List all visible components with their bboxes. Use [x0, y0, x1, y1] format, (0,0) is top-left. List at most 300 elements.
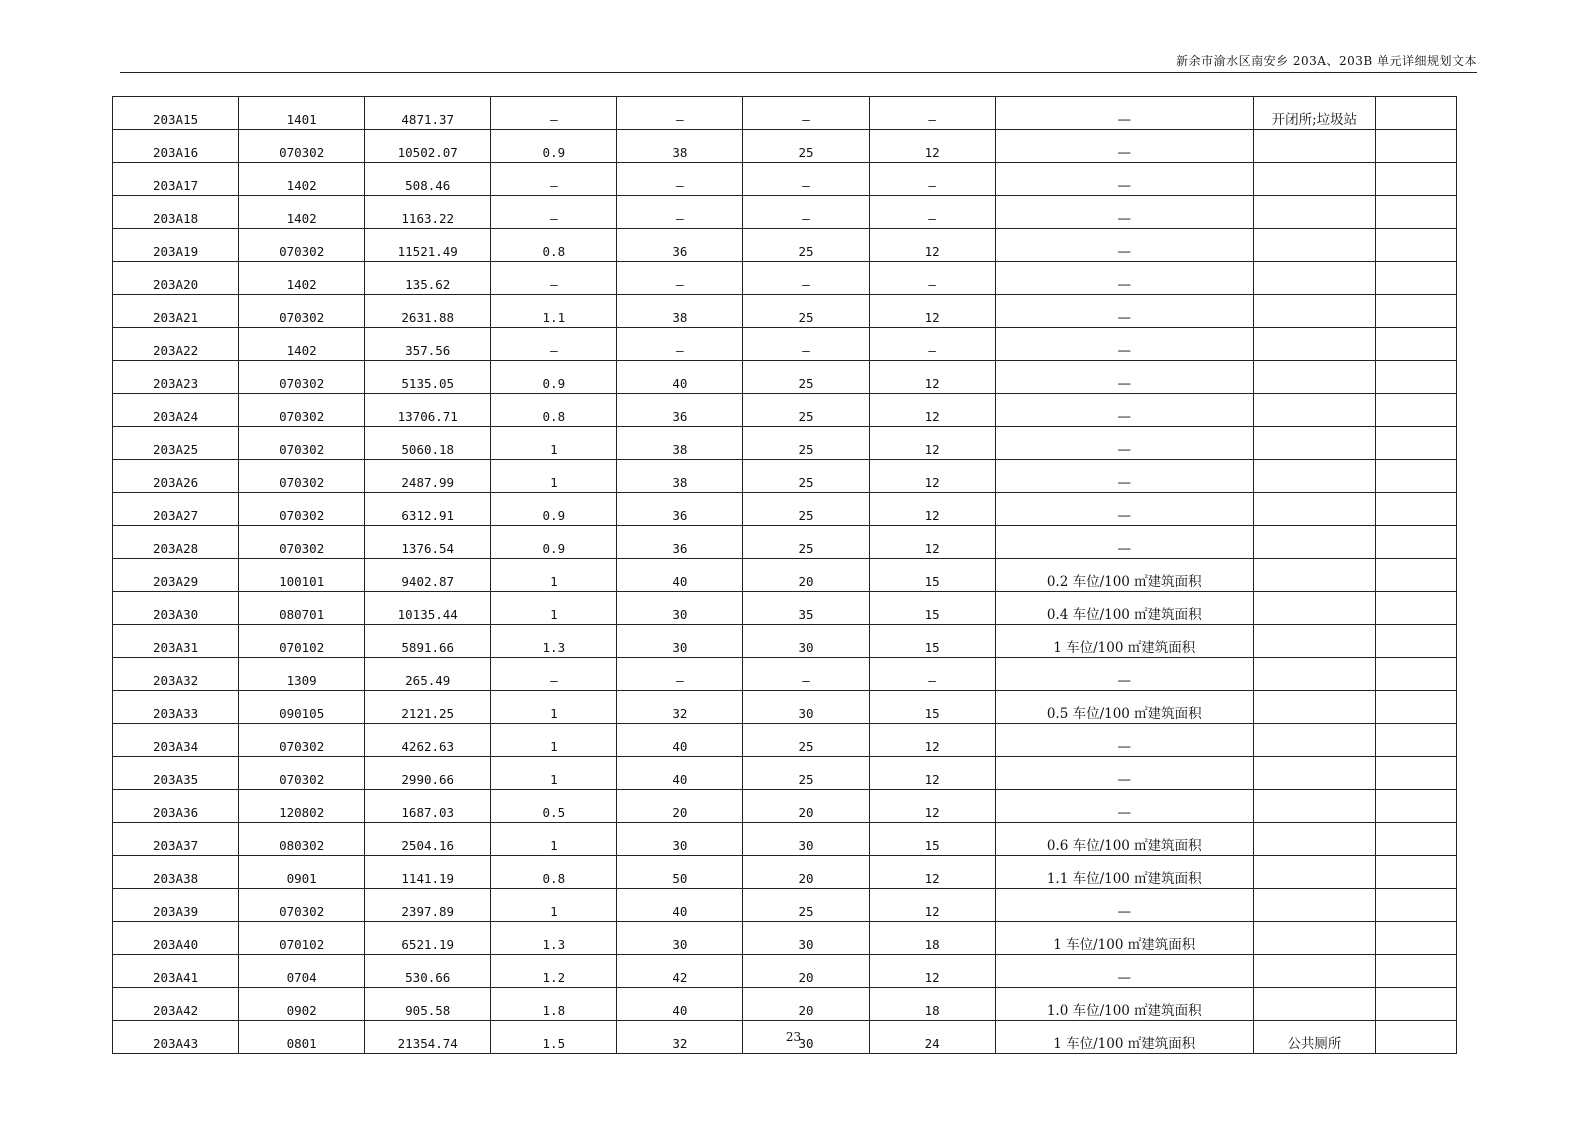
- cell-parking: 0.6 车位/100 ㎡建筑面积: [995, 823, 1253, 856]
- cell-density: 40: [617, 724, 743, 757]
- cell-notes: [1375, 559, 1456, 592]
- cell-area: 6521.19: [365, 922, 491, 955]
- cell-far: 1: [491, 592, 617, 625]
- page-number: 23: [785, 1030, 802, 1044]
- cell-facilities: [1253, 823, 1375, 856]
- cell-facilities: [1253, 658, 1375, 691]
- cell-density: 38: [617, 130, 743, 163]
- cell-far: —: [491, 262, 617, 295]
- cell-land-use-code: 1402: [239, 262, 365, 295]
- cell-green-ratio: —: [869, 658, 995, 691]
- cell-height: 25: [743, 427, 869, 460]
- cell-plot-id: 203A16: [113, 130, 239, 163]
- cell-plot-id: 203A23: [113, 361, 239, 394]
- table-row: [113, 823, 1457, 856]
- cell-parking: —: [995, 328, 1253, 361]
- cell-far: 1.8: [491, 988, 617, 1021]
- cell-facilities: 开闭所;垃圾站: [1253, 97, 1375, 130]
- cell-parking: —: [995, 97, 1253, 130]
- cell-height: 25: [743, 130, 869, 163]
- cell-plot-id: 203A38: [113, 856, 239, 889]
- cell-density: 30: [617, 592, 743, 625]
- cell-height: 30: [743, 625, 869, 658]
- cell-density: 40: [617, 889, 743, 922]
- cell-land-use-code: 070302: [239, 889, 365, 922]
- cell-height: 25: [743, 889, 869, 922]
- cell-green-ratio: 15: [869, 559, 995, 592]
- cell-green-ratio: 12: [869, 724, 995, 757]
- cell-green-ratio: 12: [869, 130, 995, 163]
- cell-parking: 1 车位/100 ㎡建筑面积: [995, 1021, 1253, 1054]
- cell-height: 35: [743, 592, 869, 625]
- cell-height: 25: [743, 394, 869, 427]
- cell-far: 1.2: [491, 955, 617, 988]
- cell-notes: [1375, 922, 1456, 955]
- cell-far: 1.3: [491, 625, 617, 658]
- cell-green-ratio: 12: [869, 493, 995, 526]
- cell-green-ratio: 12: [869, 295, 995, 328]
- cell-height: —: [743, 196, 869, 229]
- cell-facilities: [1253, 361, 1375, 394]
- cell-far: —: [491, 196, 617, 229]
- cell-notes: [1375, 361, 1456, 394]
- cell-area: 357.56: [365, 328, 491, 361]
- cell-height: 30: [743, 1021, 869, 1054]
- cell-area: 5891.66: [365, 625, 491, 658]
- cell-density: 30: [617, 625, 743, 658]
- cell-facilities: [1253, 559, 1375, 592]
- cell-height: 25: [743, 526, 869, 559]
- cell-area: 905.58: [365, 988, 491, 1021]
- cell-parking: —: [995, 295, 1253, 328]
- cell-facilities: [1253, 262, 1375, 295]
- cell-parking: 0.2 车位/100 ㎡建筑面积: [995, 559, 1253, 592]
- cell-facilities: [1253, 295, 1375, 328]
- cell-plot-id: 203A29: [113, 559, 239, 592]
- cell-far: 1.1: [491, 295, 617, 328]
- cell-land-use-code: 0901: [239, 856, 365, 889]
- cell-parking: 1 车位/100 ㎡建筑面积: [995, 625, 1253, 658]
- cell-parking: —: [995, 196, 1253, 229]
- cell-height: —: [743, 262, 869, 295]
- cell-notes: [1375, 658, 1456, 691]
- land-use-control-table: [112, 96, 1457, 1054]
- cell-land-use-code: 080701: [239, 592, 365, 625]
- cell-far: —: [491, 97, 617, 130]
- cell-plot-id: 203A32: [113, 658, 239, 691]
- cell-far: —: [491, 328, 617, 361]
- table-row: [113, 757, 1457, 790]
- cell-height: 20: [743, 955, 869, 988]
- cell-green-ratio: 12: [869, 460, 995, 493]
- cell-land-use-code: 070302: [239, 295, 365, 328]
- cell-density: 20: [617, 790, 743, 823]
- cell-density: 36: [617, 229, 743, 262]
- cell-green-ratio: 15: [869, 592, 995, 625]
- cell-notes: [1375, 394, 1456, 427]
- cell-land-use-code: 070102: [239, 922, 365, 955]
- table-row: [113, 592, 1457, 625]
- cell-plot-id: 203A26: [113, 460, 239, 493]
- cell-notes: [1375, 526, 1456, 559]
- cell-facilities: [1253, 493, 1375, 526]
- cell-plot-id: 203A41: [113, 955, 239, 988]
- cell-green-ratio: 15: [869, 823, 995, 856]
- table-row: [113, 658, 1457, 691]
- cell-notes: [1375, 130, 1456, 163]
- cell-parking: —: [995, 460, 1253, 493]
- cell-parking: —: [995, 427, 1253, 460]
- cell-area: 4871.37: [365, 97, 491, 130]
- cell-facilities: [1253, 229, 1375, 262]
- cell-density: 36: [617, 493, 743, 526]
- cell-far: 1.5: [491, 1021, 617, 1054]
- cell-notes: [1375, 625, 1456, 658]
- cell-facilities: 公共厕所: [1253, 1021, 1375, 1054]
- table-row: [113, 196, 1457, 229]
- cell-far: —: [491, 658, 617, 691]
- page-header-title: 新余市渝水区南安乡 203A、203B 单元详细规划文本: [1176, 54, 1477, 68]
- cell-green-ratio: 18: [869, 922, 995, 955]
- cell-land-use-code: 1402: [239, 196, 365, 229]
- cell-green-ratio: 12: [869, 889, 995, 922]
- cell-green-ratio: 12: [869, 361, 995, 394]
- cell-green-ratio: —: [869, 163, 995, 196]
- cell-plot-id: 203A19: [113, 229, 239, 262]
- cell-plot-id: 203A20: [113, 262, 239, 295]
- cell-far: 1: [491, 691, 617, 724]
- cell-area: 2631.88: [365, 295, 491, 328]
- cell-land-use-code: 0902: [239, 988, 365, 1021]
- cell-land-use-code: 090105: [239, 691, 365, 724]
- cell-parking: —: [995, 394, 1253, 427]
- cell-notes: [1375, 757, 1456, 790]
- cell-land-use-code: 070302: [239, 361, 365, 394]
- cell-area: 10135.44: [365, 592, 491, 625]
- cell-land-use-code: 0704: [239, 955, 365, 988]
- cell-plot-id: 203A25: [113, 427, 239, 460]
- cell-green-ratio: 24: [869, 1021, 995, 1054]
- cell-height: 20: [743, 856, 869, 889]
- cell-facilities: [1253, 955, 1375, 988]
- cell-notes: [1375, 427, 1456, 460]
- cell-height: —: [743, 658, 869, 691]
- cell-height: 20: [743, 559, 869, 592]
- table-row: [113, 955, 1457, 988]
- cell-parking: —: [995, 163, 1253, 196]
- table-row: [113, 922, 1457, 955]
- cell-density: 42: [617, 955, 743, 988]
- cell-density: —: [617, 97, 743, 130]
- table-body: [113, 97, 1457, 1054]
- cell-facilities: [1253, 427, 1375, 460]
- cell-area: 1376.54: [365, 526, 491, 559]
- cell-far: 0.9: [491, 526, 617, 559]
- table-row: [113, 625, 1457, 658]
- cell-green-ratio: 12: [869, 856, 995, 889]
- table-row: [113, 328, 1457, 361]
- cell-land-use-code: 070302: [239, 130, 365, 163]
- cell-height: 25: [743, 460, 869, 493]
- cell-area: 13706.71: [365, 394, 491, 427]
- cell-parking: —: [995, 889, 1253, 922]
- cell-density: 38: [617, 460, 743, 493]
- cell-notes: [1375, 955, 1456, 988]
- cell-far: 1: [491, 889, 617, 922]
- cell-green-ratio: 12: [869, 229, 995, 262]
- cell-green-ratio: —: [869, 262, 995, 295]
- cell-parking: —: [995, 757, 1253, 790]
- cell-parking: —: [995, 658, 1253, 691]
- cell-area: 5060.18: [365, 427, 491, 460]
- cell-height: 25: [743, 493, 869, 526]
- cell-land-use-code: 070302: [239, 394, 365, 427]
- cell-plot-id: 203A30: [113, 592, 239, 625]
- cell-plot-id: 203A42: [113, 988, 239, 1021]
- cell-height: 30: [743, 691, 869, 724]
- cell-height: —: [743, 97, 869, 130]
- cell-land-use-code: 080302: [239, 823, 365, 856]
- cell-density: 50: [617, 856, 743, 889]
- cell-notes: [1375, 460, 1456, 493]
- cell-density: —: [617, 163, 743, 196]
- cell-plot-id: 203A15: [113, 97, 239, 130]
- cell-height: 30: [743, 823, 869, 856]
- cell-parking: —: [995, 229, 1253, 262]
- table-row: [113, 163, 1457, 196]
- cell-height: 25: [743, 361, 869, 394]
- cell-land-use-code: 070302: [239, 757, 365, 790]
- table-row: [113, 493, 1457, 526]
- cell-height: 25: [743, 229, 869, 262]
- cell-parking: 1 车位/100 ㎡建筑面积: [995, 922, 1253, 955]
- cell-plot-id: 203A34: [113, 724, 239, 757]
- cell-land-use-code: 070302: [239, 460, 365, 493]
- cell-plot-id: 203A33: [113, 691, 239, 724]
- cell-far: 1: [491, 823, 617, 856]
- cell-facilities: [1253, 988, 1375, 1021]
- table-row: [113, 130, 1457, 163]
- cell-parking: —: [995, 790, 1253, 823]
- table-row: [113, 97, 1457, 130]
- cell-density: 40: [617, 559, 743, 592]
- cell-parking: 0.5 车位/100 ㎡建筑面积: [995, 691, 1253, 724]
- cell-notes: [1375, 493, 1456, 526]
- cell-green-ratio: —: [869, 196, 995, 229]
- cell-parking: —: [995, 130, 1253, 163]
- cell-green-ratio: 12: [869, 394, 995, 427]
- table-row: [113, 427, 1457, 460]
- cell-area: 1163.22: [365, 196, 491, 229]
- cell-plot-id: 203A35: [113, 757, 239, 790]
- cell-area: 1687.03: [365, 790, 491, 823]
- cell-facilities: [1253, 790, 1375, 823]
- cell-green-ratio: 15: [869, 625, 995, 658]
- cell-area: 21354.74: [365, 1021, 491, 1054]
- cell-density: 40: [617, 757, 743, 790]
- table-row: [113, 724, 1457, 757]
- cell-area: 1141.19: [365, 856, 491, 889]
- cell-notes: [1375, 592, 1456, 625]
- cell-facilities: [1253, 922, 1375, 955]
- cell-plot-id: 203A39: [113, 889, 239, 922]
- cell-notes: [1375, 988, 1456, 1021]
- cell-far: 0.5: [491, 790, 617, 823]
- cell-land-use-code: 070302: [239, 526, 365, 559]
- cell-parking: —: [995, 361, 1253, 394]
- cell-notes: [1375, 295, 1456, 328]
- cell-density: 36: [617, 526, 743, 559]
- table-row: [113, 691, 1457, 724]
- cell-height: 25: [743, 295, 869, 328]
- cell-plot-id: 203A24: [113, 394, 239, 427]
- cell-density: 38: [617, 295, 743, 328]
- cell-parking: —: [995, 262, 1253, 295]
- header-divider: [120, 72, 1477, 73]
- cell-notes: [1375, 97, 1456, 130]
- cell-facilities: [1253, 889, 1375, 922]
- cell-area: 5135.05: [365, 361, 491, 394]
- cell-far: 0.9: [491, 130, 617, 163]
- cell-area: 9402.87: [365, 559, 491, 592]
- cell-height: 30: [743, 922, 869, 955]
- cell-area: 4262.63: [365, 724, 491, 757]
- table-row: [113, 460, 1457, 493]
- table-row: [113, 526, 1457, 559]
- cell-parking: —: [995, 493, 1253, 526]
- cell-green-ratio: 12: [869, 790, 995, 823]
- cell-area: 11521.49: [365, 229, 491, 262]
- cell-area: 2121.25: [365, 691, 491, 724]
- cell-facilities: [1253, 196, 1375, 229]
- cell-facilities: [1253, 526, 1375, 559]
- cell-facilities: [1253, 394, 1375, 427]
- cell-plot-id: 203A31: [113, 625, 239, 658]
- cell-density: 32: [617, 691, 743, 724]
- cell-height: 25: [743, 757, 869, 790]
- cell-notes: [1375, 229, 1456, 262]
- table-row: [113, 559, 1457, 592]
- cell-notes: [1375, 163, 1456, 196]
- cell-density: —: [617, 658, 743, 691]
- cell-green-ratio: 15: [869, 691, 995, 724]
- cell-area: 2397.89: [365, 889, 491, 922]
- cell-plot-id: 203A22: [113, 328, 239, 361]
- cell-density: —: [617, 328, 743, 361]
- cell-far: —: [491, 163, 617, 196]
- cell-notes: [1375, 856, 1456, 889]
- cell-green-ratio: —: [869, 97, 995, 130]
- cell-plot-id: 203A40: [113, 922, 239, 955]
- cell-green-ratio: 12: [869, 427, 995, 460]
- cell-land-use-code: 070302: [239, 427, 365, 460]
- cell-plot-id: 203A36: [113, 790, 239, 823]
- cell-area: 530.66: [365, 955, 491, 988]
- cell-far: 1: [491, 757, 617, 790]
- cell-notes: [1375, 823, 1456, 856]
- cell-parking: 0.4 车位/100 ㎡建筑面积: [995, 592, 1253, 625]
- cell-land-use-code: 120802: [239, 790, 365, 823]
- cell-facilities: [1253, 130, 1375, 163]
- cell-land-use-code: 070302: [239, 493, 365, 526]
- table-row: [113, 856, 1457, 889]
- table-row: [113, 394, 1457, 427]
- cell-far: 0.8: [491, 229, 617, 262]
- cell-far: 1: [491, 559, 617, 592]
- cell-plot-id: 203A21: [113, 295, 239, 328]
- cell-notes: [1375, 262, 1456, 295]
- cell-far: 1: [491, 460, 617, 493]
- cell-area: 6312.91: [365, 493, 491, 526]
- cell-area: 2504.16: [365, 823, 491, 856]
- cell-height: 20: [743, 988, 869, 1021]
- cell-area: 135.62: [365, 262, 491, 295]
- cell-area: 10502.07: [365, 130, 491, 163]
- table-row: [113, 361, 1457, 394]
- cell-area: 265.49: [365, 658, 491, 691]
- cell-far: 0.9: [491, 361, 617, 394]
- cell-height: 20: [743, 790, 869, 823]
- cell-area: 2990.66: [365, 757, 491, 790]
- cell-facilities: [1253, 691, 1375, 724]
- cell-density: 38: [617, 427, 743, 460]
- cell-plot-id: 203A27: [113, 493, 239, 526]
- cell-plot-id: 203A28: [113, 526, 239, 559]
- cell-density: 40: [617, 361, 743, 394]
- cell-area: 508.46: [365, 163, 491, 196]
- cell-density: 30: [617, 922, 743, 955]
- cell-plot-id: 203A17: [113, 163, 239, 196]
- cell-land-use-code: 1401: [239, 97, 365, 130]
- cell-far: 1.3: [491, 922, 617, 955]
- cell-facilities: [1253, 163, 1375, 196]
- cell-green-ratio: 12: [869, 526, 995, 559]
- cell-density: —: [617, 196, 743, 229]
- cell-parking: —: [995, 724, 1253, 757]
- cell-land-use-code: 1402: [239, 328, 365, 361]
- cell-facilities: [1253, 592, 1375, 625]
- cell-plot-id: 203A18: [113, 196, 239, 229]
- cell-parking: —: [995, 526, 1253, 559]
- cell-notes: [1375, 691, 1456, 724]
- cell-facilities: [1253, 328, 1375, 361]
- cell-density: —: [617, 262, 743, 295]
- cell-land-use-code: 100101: [239, 559, 365, 592]
- table-row: [113, 262, 1457, 295]
- cell-height: 25: [743, 724, 869, 757]
- table-row: [113, 229, 1457, 262]
- cell-notes: [1375, 724, 1456, 757]
- cell-height: —: [743, 163, 869, 196]
- cell-plot-id: 203A43: [113, 1021, 239, 1054]
- cell-notes: [1375, 790, 1456, 823]
- cell-far: 1: [491, 724, 617, 757]
- cell-land-use-code: 0801: [239, 1021, 365, 1054]
- cell-parking: —: [995, 955, 1253, 988]
- table-row: [113, 889, 1457, 922]
- cell-density: 32: [617, 1021, 743, 1054]
- cell-far: 0.9: [491, 493, 617, 526]
- cell-far: 1: [491, 427, 617, 460]
- cell-green-ratio: 12: [869, 955, 995, 988]
- cell-green-ratio: —: [869, 328, 995, 361]
- cell-facilities: [1253, 724, 1375, 757]
- cell-facilities: [1253, 856, 1375, 889]
- cell-land-use-code: 070102: [239, 625, 365, 658]
- cell-height: —: [743, 328, 869, 361]
- cell-land-use-code: 1309: [239, 658, 365, 691]
- table-row: [113, 295, 1457, 328]
